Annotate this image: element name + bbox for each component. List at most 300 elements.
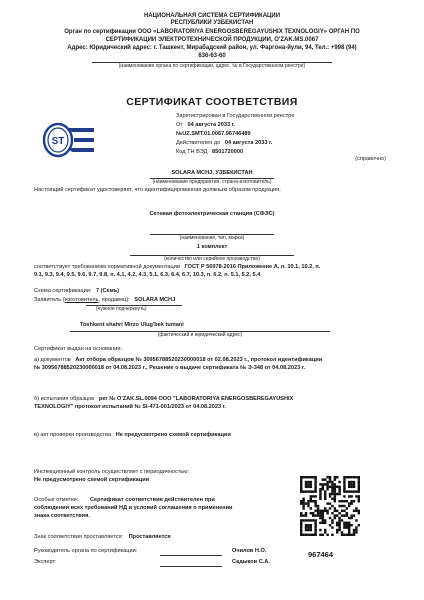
registry-valid-value: 04 августа 2033 г.: [224, 140, 273, 146]
registry-registered: Зарегистрирован в Государственном реестре: [176, 113, 295, 119]
qr-module: [307, 486, 309, 488]
basis-heading: Сертификат выдан на основании:: [34, 346, 123, 352]
qr-module: [338, 529, 340, 531]
qr-module: [326, 510, 328, 512]
qr-module: [300, 534, 302, 536]
qr-module: [310, 526, 312, 528]
qr-module: [310, 490, 312, 492]
qr-module: [314, 526, 316, 528]
qr-module: [355, 507, 357, 509]
qr-module: [324, 529, 326, 531]
requirements-plain: соответствует требованиям нормативной документации: [34, 264, 180, 270]
qr-module: [310, 500, 312, 502]
qr-module: [302, 519, 304, 521]
qr-module: [305, 486, 307, 488]
applicant-value: SOLARA MCHJ: [134, 297, 176, 303]
qr-module: [336, 514, 338, 516]
qr-module: [358, 500, 360, 502]
qr-module: [300, 526, 302, 528]
qr-module: [319, 483, 321, 485]
qr-module: [329, 476, 331, 478]
qr-module: [314, 476, 316, 478]
qr-module: [324, 495, 326, 497]
qr-module: [305, 490, 307, 492]
qr-module: [331, 483, 333, 485]
head-signature-line: [160, 555, 222, 556]
applicant-caption: (нужное подчеркнуть): [96, 306, 147, 312]
qr-module: [336, 522, 338, 524]
manufacturer-caption: (наименование предприятия, страна-изготовитель): [152, 179, 272, 185]
qr-module: [319, 510, 321, 512]
certifies-text: Настоящий сертификат удостоверяет, что идентифицированная должным образом продукция:: [34, 187, 281, 193]
qr-module: [353, 514, 355, 516]
qr-module: [341, 500, 343, 502]
qr-module: [353, 529, 355, 531]
qr-module: [310, 507, 312, 509]
qr-module: [348, 495, 350, 497]
header-body-line2: СЕРТИФИКАЦИИ ЭЛЕКТРОТЕХНИЧЕСКОЙ ПРОДУКЦИИ, O'ZAK.MS.0067: [105, 37, 319, 43]
qr-module: [324, 522, 326, 524]
qr-module: [350, 502, 352, 504]
qr-module: [358, 481, 360, 483]
qr-module: [314, 481, 316, 483]
qr-module: [338, 500, 340, 502]
qr-module: [314, 505, 316, 507]
qr-module: [348, 476, 350, 478]
inspection-label: Инспекционный контроль осуществляет с периодичностью:: [34, 469, 190, 475]
qr-module: [329, 478, 331, 480]
qr-module: [346, 512, 348, 514]
product-name: Сетевая фотоэлектрическая станция (СФЭС): [149, 211, 275, 217]
qr-module: [346, 476, 348, 478]
qr-module: [343, 490, 345, 492]
qr-module: [348, 526, 350, 528]
qr-module: [343, 476, 345, 478]
head-label: Руководитель органа по сертификации:: [34, 548, 138, 554]
qr-module: [312, 500, 314, 502]
requirements-line1: [34, 264, 390, 271]
qr-module: [334, 486, 336, 488]
qr-module: [314, 519, 316, 521]
qr-module: [310, 498, 312, 500]
qr-module: [317, 514, 319, 516]
qr-module: [346, 534, 348, 536]
qr-module: [336, 476, 338, 478]
qr-module: [307, 519, 309, 521]
qr-module: [353, 510, 355, 512]
qr-module: [302, 490, 304, 492]
certification-logo: [34, 118, 98, 162]
qr-module: [329, 486, 331, 488]
qr-module: [350, 534, 352, 536]
registry-date-prefix: От: [176, 122, 183, 128]
qr-module: [326, 488, 328, 490]
qr-module: [310, 524, 312, 526]
qr-module: [314, 500, 316, 502]
qr-module: [300, 483, 302, 485]
qr-module: [329, 507, 331, 509]
expert-name: Садыков С.А.: [232, 559, 270, 565]
qr-module: [300, 531, 302, 533]
qr-module: [314, 531, 316, 533]
qr-module: [314, 514, 316, 516]
qr-module: [334, 490, 336, 492]
qr-module: [322, 522, 324, 524]
conditions-value-line1: Сертификат соответствия действителен при: [90, 497, 215, 503]
qr-module: [300, 502, 302, 504]
registry-code-row: [176, 149, 376, 156]
qr-module: [358, 524, 360, 526]
qr-module: [355, 476, 357, 478]
qr-module: [305, 514, 307, 516]
qr-module: [338, 522, 340, 524]
qr-module: [329, 495, 331, 497]
scheme-label: Схема сертификации:: [34, 288, 92, 294]
qr-module: [326, 483, 328, 485]
qr-module: [353, 476, 355, 478]
qr-module: [305, 519, 307, 521]
requirements-bold1: ГОСТ Р 56978-2016 Приложение А, п. 10.1, 10.2, п.: [184, 264, 321, 270]
qr-module: [319, 495, 321, 497]
qr-module: [334, 476, 336, 478]
scheme-value: 7 (Семь): [95, 288, 120, 294]
qr-module: [348, 522, 350, 524]
product-quantity-caption: (количество или серийное производство): [164, 256, 260, 262]
basis-a-prefix: а) документов: [34, 357, 71, 363]
qr-module: [314, 486, 316, 488]
conditions-value-line2: соблюдении всех требований НД и условий соглашения о применении: [34, 505, 233, 511]
qr-module: [322, 510, 324, 512]
qr-module: [348, 483, 350, 485]
qr-module: [300, 490, 302, 492]
qr-module: [329, 493, 331, 495]
qr-module: [350, 514, 352, 516]
qr-module: [338, 524, 340, 526]
qr-module: [331, 522, 333, 524]
qr-module: [326, 476, 328, 478]
qr-module: [329, 502, 331, 504]
qr-module: [334, 493, 336, 495]
qr-module: [334, 500, 336, 502]
qr-module: [353, 486, 355, 488]
qr-module: [314, 510, 316, 512]
qr-module: [310, 495, 312, 497]
qr-module: [336, 493, 338, 495]
qr-module: [312, 512, 314, 514]
qr-module: [312, 534, 314, 536]
qr-module: [302, 498, 304, 500]
qr-module: [334, 498, 336, 500]
qr-module: [324, 507, 326, 509]
qr-module: [331, 486, 333, 488]
qr-module: [358, 486, 360, 488]
qr-module: [324, 478, 326, 480]
qr-module: [358, 512, 360, 514]
qr-module: [317, 505, 319, 507]
qr-module: [317, 510, 319, 512]
expert-label: Эксперт:: [34, 559, 57, 565]
qr-module: [338, 519, 340, 521]
qr-module: [331, 505, 333, 507]
qr-module: [305, 526, 307, 528]
applicant-address-caption: (фактический и юридический адрес): [157, 332, 243, 338]
qr-module: [300, 524, 302, 526]
qr-module: [302, 514, 304, 516]
qr-module: [310, 481, 312, 483]
qr-module: [336, 524, 338, 526]
qr-module: [300, 476, 302, 478]
qr-module: [334, 514, 336, 516]
qr-module: [353, 483, 355, 485]
qr-module: [346, 526, 348, 528]
qr-module: [317, 507, 319, 509]
qr-module: [358, 476, 360, 478]
basis-c-prefix: в) акт проверки производства: [34, 432, 112, 438]
qr-module: [300, 522, 302, 524]
qr-module: [334, 507, 336, 509]
basis-a-line1: [34, 357, 390, 364]
qr-module: [331, 481, 333, 483]
qr-module: [317, 512, 319, 514]
qr-module: [350, 500, 352, 502]
header-line1: НАЦИОНАЛЬНАЯ СИСТЕМА СЕРТИФИКАЦИИ: [143, 13, 281, 19]
qr-module: [319, 512, 321, 514]
qr-module: [336, 529, 338, 531]
qr-module: [348, 529, 350, 531]
qr-module: [329, 481, 331, 483]
registry-code-value: 8501720000: [212, 149, 244, 155]
product-quantity: 1 комплект: [196, 244, 228, 250]
qr-module: [302, 502, 304, 504]
basis-b-line1: [34, 396, 390, 403]
qr-module: [331, 534, 333, 536]
qr-code: [300, 476, 360, 536]
qr-module: [326, 486, 328, 488]
qr-module: [314, 502, 316, 504]
qr-module: [307, 524, 309, 526]
qr-module: [355, 529, 357, 531]
qr-module: [331, 490, 333, 492]
basis-b-bold1: рег № O'ZAK.SL.0094 ООО "LABORATORIYA ENERGOSBEREGAYUSHIX: [98, 396, 294, 402]
qr-module: [300, 512, 302, 514]
qr-module: [329, 517, 331, 519]
qr-module: [343, 500, 345, 502]
qr-module: [305, 529, 307, 531]
qr-module: [358, 490, 360, 492]
registry-code-prefix: Код ТН ВЭД: [176, 149, 208, 155]
qr-module: [350, 481, 352, 483]
mark-value: Проставляется: [128, 534, 171, 540]
conditions-value-line3: знака соответствия.: [34, 513, 90, 519]
qr-module: [310, 534, 312, 536]
applicant-row: [34, 297, 390, 304]
qr-module: [341, 505, 343, 507]
qr-module: [341, 519, 343, 521]
qr-module: [322, 517, 324, 519]
qr-module: [300, 481, 302, 483]
qr-module: [343, 478, 345, 480]
qr-module: [310, 529, 312, 531]
qr-module: [300, 500, 302, 502]
qr-module: [350, 517, 352, 519]
qr-module: [343, 526, 345, 528]
header-body-line1: Орган по сертификации ООО «LABORATORIYA ENERGOSBEREGAYUSHIX TEXNOLOGIY» ОРГАН ПО: [64, 29, 360, 35]
qr-module: [312, 519, 314, 521]
qr-module: [334, 495, 336, 497]
head-name: Очилов Н.О.: [232, 548, 267, 554]
qr-module: [310, 476, 312, 478]
qr-module: [322, 514, 324, 516]
qr-module: [348, 505, 350, 507]
qr-module: [307, 476, 309, 478]
qr-module: [346, 500, 348, 502]
qr-module: [312, 514, 314, 516]
qr-module: [319, 517, 321, 519]
qr-module: [302, 534, 304, 536]
qr-module: [334, 478, 336, 480]
qr-module: [302, 476, 304, 478]
qr-module: [319, 493, 321, 495]
qr-module: [343, 510, 345, 512]
qr-module: [305, 534, 307, 536]
qr-module: [314, 534, 316, 536]
qr-module: [348, 534, 350, 536]
registry-number: №UZ.SMT.01.0067.96746489: [176, 131, 251, 137]
qr-module: [343, 514, 345, 516]
qr-module: [322, 512, 324, 514]
qr-module: [305, 524, 307, 526]
qr-module: [331, 512, 333, 514]
qr-module: [300, 519, 302, 521]
qr-module: [355, 519, 357, 521]
header-body-line4: 636-63-60: [198, 53, 226, 59]
qr-module: [322, 486, 324, 488]
qr-module: [307, 481, 309, 483]
qr-module: [307, 500, 309, 502]
qr-module: [307, 483, 309, 485]
qr-module: [312, 490, 314, 492]
qr-module: [314, 522, 316, 524]
qr-module: [358, 478, 360, 480]
qr-module: [338, 490, 340, 492]
qr-module: [305, 481, 307, 483]
qr-module: [324, 531, 326, 533]
qr-module: [348, 524, 350, 526]
qr-module: [307, 502, 309, 504]
qr-module: [358, 510, 360, 512]
qr-module: [353, 534, 355, 536]
header-caption: (наименование органа по сертификации, адрес, № в Государственном реестре): [118, 63, 306, 69]
mark-label: Знак соответствия проставляется:: [34, 534, 124, 540]
qr-module: [310, 486, 312, 488]
qr-module: [310, 483, 312, 485]
qr-module: [319, 488, 321, 490]
qr-module: [338, 505, 340, 507]
qr-module: [346, 524, 348, 526]
basis-c-bold: Не предусмотрено схемой сертификации: [115, 432, 231, 438]
basis-b-line2: TEXNOLOGIY" протокол испытаний № SI-471-001/2023 от 04.08.2023 г.: [34, 404, 226, 410]
qr-module: [338, 526, 340, 528]
applicant-address: Toshkent shahri Mirzo Ulug'bek tumani: [80, 322, 184, 328]
qr-module: [331, 488, 333, 490]
qr-module: [338, 493, 340, 495]
qr-module: [324, 519, 326, 521]
stz-logo-icon: [34, 118, 98, 162]
qr-module: [350, 476, 352, 478]
qr-module: [310, 512, 312, 514]
qr-module: [322, 488, 324, 490]
qr-module: [326, 502, 328, 504]
qr-module: [348, 531, 350, 533]
qr-module: [343, 534, 345, 536]
qr-module: [338, 481, 340, 483]
qr-module: [307, 505, 309, 507]
qr-module: [355, 510, 357, 512]
qr-module: [343, 495, 345, 497]
basis-c-row: [34, 432, 390, 439]
qr-module: [336, 486, 338, 488]
qr-module: [305, 483, 307, 485]
qr-module: [329, 524, 331, 526]
qr-module: [307, 490, 309, 492]
qr-module: [300, 486, 302, 488]
basis-a-bold1: Акт отбора образцов № 30956788520230000018 от 02.08.2023 г., протокол идентификации: [75, 357, 323, 363]
qr-module: [300, 514, 302, 516]
qr-module: [350, 483, 352, 485]
qr-module: [343, 524, 345, 526]
qr-module: [319, 529, 321, 531]
qr-module: [319, 534, 321, 536]
qr-module: [341, 510, 343, 512]
registry-reference: (справочно): [355, 156, 386, 162]
qr-module: [350, 495, 352, 497]
qr-module: [358, 483, 360, 485]
qr-module: [336, 510, 338, 512]
qr-module: [314, 495, 316, 497]
qr-module: [305, 512, 307, 514]
qr-module: [341, 514, 343, 516]
page-title: СЕРТИФИКАТ СООТВЕТСТВИЯ: [126, 96, 298, 108]
qr-module: [312, 495, 314, 497]
qr-module: [353, 531, 355, 533]
qr-module: [338, 517, 340, 519]
qr-module: [346, 522, 348, 524]
registry-date-row: [176, 122, 396, 129]
scheme-row: [34, 288, 390, 295]
qr-module: [338, 512, 340, 514]
qr-module: [331, 526, 333, 528]
qr-module: [331, 498, 333, 500]
qr-module: [324, 510, 326, 512]
qr-module: [355, 526, 357, 528]
qr-module: [302, 507, 304, 509]
qr-module: [355, 531, 357, 533]
qr-module: [343, 522, 345, 524]
qr-module: [302, 505, 304, 507]
qr-module: [314, 529, 316, 531]
qr-module: [350, 524, 352, 526]
qr-module: [334, 517, 336, 519]
qr-module: [346, 507, 348, 509]
qr-module: [319, 514, 321, 516]
applicant-label-suffix: , продавец):: [98, 297, 130, 303]
qr-module: [336, 531, 338, 533]
qr-module: [348, 481, 350, 483]
qr-module: [346, 514, 348, 516]
qr-module: [358, 498, 360, 500]
manufacturer-value: SOLARA MCHJ, УЗБЕКИСТАН: [171, 170, 253, 176]
qr-module: [322, 483, 324, 485]
